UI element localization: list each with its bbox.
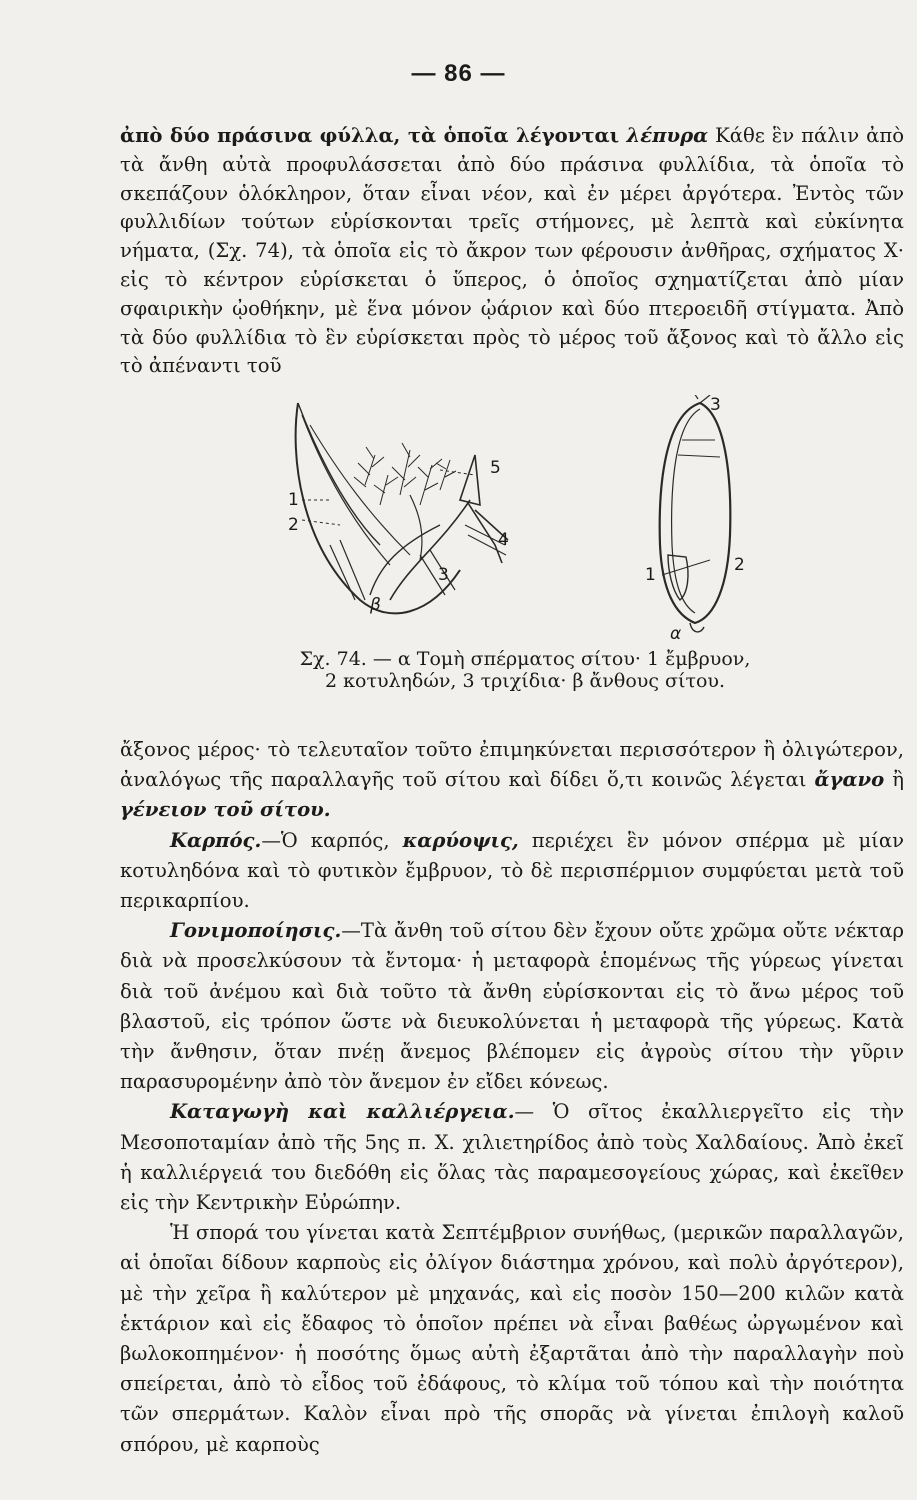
paragraph-text: Ἡ σπορά του γίνεται κατὰ Σεπτέμβριον συνήθως, (μερικῶν παραλλαγῶν, αἱ ὁποῖαι δίδουν καρποὺς εἰς ὀλίγον διάστημα χρόνου, καὶ πολὺ ἀργότερον), μὲ τὴν χεῖρα ἢ καλύτερον μὲ μηχανάς, καὶ εἰς ποσὸν 150—200 κιλῶν κατὰ ἑκτάριον καὶ εἰς ἔδαφος τὸ ὁποῖον πρέπει νὰ εἶναι βαθέως ὠργωμένον καὶ βωλοκοπημένον· ἡ ποσότης ὅμως αὐτὴ ἐξαρτᾶται ἀπὸ τὴν παραλλαγὴν ποὺ σπείρεται, ἀπὸ τὸ εἶδος τοῦ ἐδάφους, τὸ κλίμα τοῦ τόπου καὶ τὴν ποιότητα τῶν σπερμάτων. Καλὸν εἶναι πρὸ τῆς σπορᾶς νὰ γίνεται ἐπιλογὴ καλοῦ σπόρου, μὲ καρποὺς [120,1221,904,1456]
body-text [120,735,904,1460]
paragraph-text: ἄξονος μέρος· τὸ τελευταῖον τοῦτο ἐπιμηκύνεται περισσότερον ἢ ὀλιγώτερον, ἀναλόγως τῆς παραλλαγῆς τοῦ σίτου καὶ δίδει ὅ,τι κοινῶς λέγεται [120,738,904,792]
label-3: 3 [710,395,721,415]
label-1: 1 [288,490,299,510]
paragraph-text: ἢ [884,768,904,792]
label-2: 2 [288,515,299,535]
label-1: 1 [645,565,656,585]
wheat-seed-section-drawing [660,395,731,632]
paragraph-agano [120,735,904,826]
caption-line-1: Σχ. 74. — α Τομὴ σπέρματος σίτου· 1 ἔμβρυον, [299,648,751,670]
term-lepyra: λέπυρα [626,124,709,147]
paragraph-katagogi [120,1097,904,1218]
term-geneion: γένειον τοῦ σίτου. [120,798,331,822]
label-2: 2 [734,555,745,575]
paragraph-text: περιέχει ἓν μόνον σπέρμα μὲ μίαν κοτυληδόνα καὶ τὸ φυτικὸν ἔμβρυον, τὸ δὲ περισπέρμιον συμφύεται μετὰ τοῦ περικαρπίου. [120,828,904,913]
label-5: 5 [490,458,501,478]
label-3: 3 [438,565,449,585]
paragraph-text: — Ὁ σῖτος ἐκαλλιεργεῖτο εἰς τὴν Μεσοποταμίαν ἀπὸ τῆς 5ης π. Χ. χιλιετηρίδος ἀπὸ τοὺς Χαλδαίους. Ἀπὸ ἐκεῖ ἡ καλλιέργειά του διεδόθη εἰς ὅλας τὰς παραμεσογείους χώρας, καὶ ἐκεῖθεν εἰς τὴν Κεντρικὴν Εὐρώπην. [120,1100,904,1215]
letter-alpha: α [670,624,682,644]
top-paragraph [120,122,904,381]
paragraph-text: —Ὁ καρπός, [261,828,403,852]
label-4: 4 [498,530,509,550]
heading-karpos: Καρπός. [170,828,262,852]
paragraph-text: —Τὰ ἄνθη τοῦ σίτου δὲν ἔχουν οὔτε χρῶμα οὔτε νέκταρ διὰ νὰ προσελκύσουν τὰ ἔντομα· ἡ μεταφορὰ ἑπομένως τῆς γύρεως γίνεται διὰ τοῦ ἀνέμου καὶ διὰ τοῦτο τὰ ἄνθη εὑρίσκονται εἰς τὸ ἄνω μέρος τοῦ βλαστοῦ, εἰς τρόπον ὥστε νὰ διευκολύνεται ἡ μεταφορὰ τῆς γύρεως. Κατὰ τὴν ἄνθησιν, ὅταν πνέῃ ἄνεμος βλέπομεν εἰς ἀγροὺς σίτου τὴν γῦριν παρασυρομένην ἀπὸ τὸν ἄνεμον ἐν εἴδει κόνεως. [120,919,904,1094]
figure-74 [270,395,790,645]
wheat-flower-labels [288,458,509,615]
term-karyopsis: καρύοψις, [402,828,519,852]
paragraph-text: ἀπὸ δύο πράσινα φύλλα, τὰ ὁποῖα λέγονται [120,124,627,147]
paragraph-gonimopoiisis [120,916,904,1097]
paragraph-spora [120,1218,904,1460]
wheat-flower-drawing [296,403,508,613]
page-number: — 86 — [411,60,506,87]
figure-caption [200,648,850,692]
letter-beta: β [370,595,381,615]
paragraph-lepyra [120,122,904,381]
heading-gonimopoiisis: Γονιμοποίησις. [170,919,342,943]
heading-katagogi: Καταγωγὴ καὶ καλλιέργεια. [170,1100,515,1124]
paragraph-karpos [120,826,904,917]
term-agano: ἄγανο [814,768,885,792]
caption-line-2: 2 κοτυληδών, 3 τριχίδια· β ἄνθους σίτου. [325,670,725,692]
paragraph-text: Κάθε ἓν πάλιν ἀπὸ τὰ ἄνθη αὐτὰ προφυλάσσεται ἀπὸ δύο πράσινα φυλλίδια, τὰ ὁποῖα τὸ σκεπάζουν ὁλόκληρον, ὅταν εἶναι νέον, καὶ ἐν μέρει ἀργότερα. Ἐντὸς τῶν φυλλιδίων τούτων εὑρίσκονται τρεῖς στήμονες, μὲ λεπτὰ καὶ εὐκίνητα νήματα, (Σχ. 74), τὰ ὁποῖα εἰς τὸ ἄκρον των φέρουσιν ἀνθῆρας, σχήματος Χ· εἰς τὸ κέντρον εὑρίσκεται ὁ ὕπερος, ὁ ὁποῖος σχηματίζεται ἀπὸ μίαν σφαιρικὴν ᾠοθήκην, μὲ ἕνα μόνον ᾠάριον καὶ δύο πτεροειδῆ στίγματα. Ἀπὸ τὰ δύο φυλλίδια τὸ ἓν εὑρίσκεται πρὸς τὸ μέρος τοῦ ἄξονος καὶ τὸ ἄλλο εἰς τὸ ἀπέναντι τοῦ [120,124,904,378]
